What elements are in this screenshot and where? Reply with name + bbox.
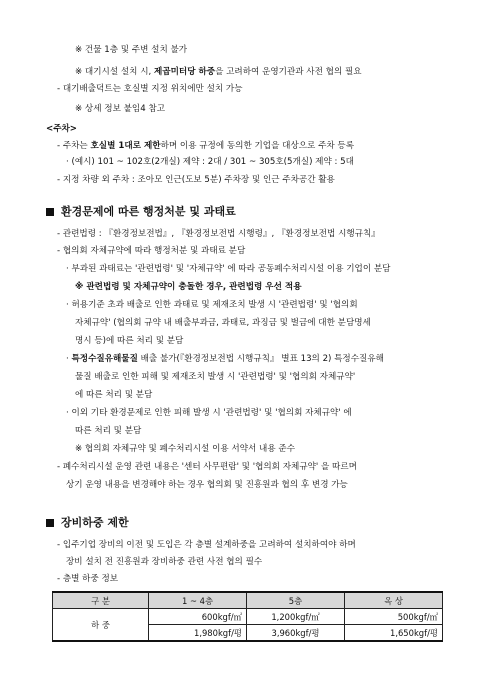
note-air-facility-pre: ※ 대기시설 설치 시, (75, 67, 154, 77)
env-line-bold: ※ 관련법령 및 자체규약이 충돌한 경우, 관련법령 우선 적용 (75, 282, 302, 292)
env-line-bold: 특정수질유해물질 (71, 354, 138, 364)
note-duct: - 대기배출덕트는 호실별 지정 위치에만 설치 가능 (57, 84, 243, 94)
parking-rule-pre: - 주차는 (57, 141, 91, 151)
note-air-facility-post: 을 고려하여 운영기관과 사전 협의 필요 (215, 67, 362, 77)
table-cell: 1,650kgf/평 (345, 625, 443, 642)
floor-load-table (52, 591, 443, 642)
note-air-facility (75, 67, 362, 78)
table-header-cell: 5층 (247, 592, 345, 609)
env-line: 물질 배출로 인한 피해 및 제재조치 발생 시 '관련법령' 및 '협의회 자체규약' (75, 372, 356, 382)
env-line: ※ 협의회 자체규약 및 폐수처리시설 이용 서약서 내용 준수 (75, 444, 295, 454)
table-header-cell: 구 분 (53, 592, 149, 609)
equip-line: - 층별 하중 정보 (57, 574, 119, 584)
env-line: · 이외 기타 환경문제로 인한 피해 발생 시 '관련법령' 및 '협의회 자체규약' 에 (66, 408, 352, 418)
env-line: · 허용기준 초과 배출로 인한 과태료 및 제재조치 발생 시 '관련법령' 및 '협의회 (66, 300, 358, 310)
table-cell: 500kgf/㎡ (345, 609, 443, 625)
env-line-pre: · (66, 354, 72, 364)
env-line: - 폐수처리시설 운영 관련 내용은 '센터 사무편람' 및 '협의회 자체규약' 을 따르며 (57, 462, 357, 472)
env-line: · 부과된 과태료는 '관련법령' 및 '자체규약' 에 따라 공동폐수처리시설 이용 기업이 분담 (66, 264, 391, 274)
parking-rule (57, 141, 354, 152)
table-cell: 3,960kgf/평 (247, 625, 345, 642)
section-heading-equipment (46, 516, 129, 530)
note-building-floor: ※ 건물 1층 및 주변 설치 불가 (75, 45, 188, 55)
env-line (66, 354, 384, 365)
note-air-facility-bold: 제곱미터당 하중 (153, 67, 216, 77)
table-row-label: 하 중 (53, 609, 149, 642)
table-cell: 1,980kgf/평 (149, 625, 247, 642)
parking-other: - 지정 차량 외 주차 : 조아모 인근(도보 5분) 주차장 및 인근 주차공간 활용 (57, 175, 335, 185)
table-cell: 600kgf/㎡ (149, 609, 247, 625)
table-header-cell: 1 ~ 4층 (149, 592, 247, 609)
section-title-equipment: 장비하중 제한 (61, 516, 129, 529)
env-line: 에 따른 처리 및 분담 (75, 390, 153, 400)
table-row (53, 609, 443, 625)
env-line: 상기 운영 내용을 변경해야 하는 경우 협의회 및 진흥원과 협의 후 변경 가능 (66, 480, 348, 490)
table-header-cell: 옥 상 (345, 592, 443, 609)
parking-rule-bold: 호실별 1대로 제한 (90, 141, 161, 151)
equip-line: - 입주기업 장비의 이전 및 도입은 각 층별 설계하중을 고려하여 설치하여야 하며 (57, 540, 356, 550)
env-line: 자체규약' (협의회 규약 내 배출부과금, 과태료, 과징금 및 벌금에 대한 분담명세 (75, 318, 371, 328)
table-cell: 1,200kgf/㎡ (247, 609, 345, 625)
env-line: 따른 처리 및 분담 (75, 426, 142, 436)
parking-rule-post: 하며 이용 규정에 동의한 기업을 대상으로 주차 등록 (160, 141, 355, 151)
section-heading-environment (46, 205, 236, 219)
env-line: - 관련법령 : 『환경정보전법』, 『환경정보전법 시행령』, 『환경정보전법 시행규칙』 (57, 229, 380, 239)
section-title-environment: 환경문제에 따른 행정처분 및 과태료 (61, 205, 236, 218)
square-bullet-icon (46, 208, 54, 216)
note-attachment: ※ 상세 정보 붙임4 참고 (75, 104, 166, 114)
table-header-row (53, 592, 443, 609)
env-line-post: 배출 불가(『환경정보전법 시행규칙』 별표 13의 2) 특정수질유해 (137, 354, 384, 364)
env-line: 명시 등)에 따른 처리 및 분담 (75, 336, 184, 346)
equip-line: 장비 설치 전 진흥원과 장비하중 관련 사전 협의 필수 (66, 557, 263, 567)
parking-example: · (예시) 101 ~ 102호(2개실) 제약 : 2대 / 301 ~ 305호(5개실) 제약 : 5대 (66, 157, 354, 167)
env-line: - 협의회 자체규약에 따라 행정처분 및 과태료 분담 (57, 246, 246, 256)
square-bullet-icon (46, 519, 54, 527)
parking-heading: <주차> (46, 124, 78, 134)
